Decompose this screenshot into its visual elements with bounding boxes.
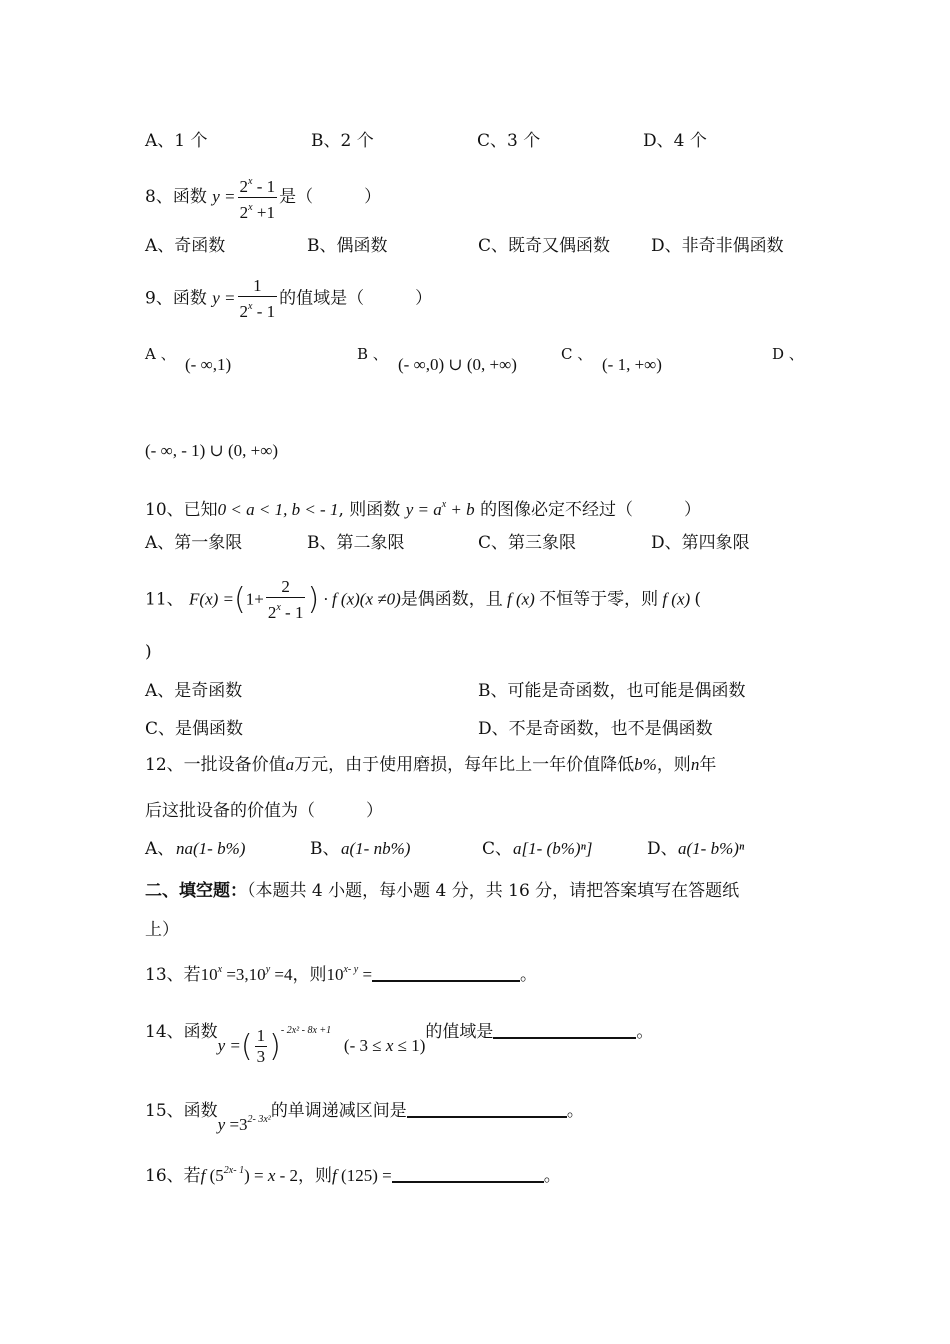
q8-suffix: 是（ ） [279, 187, 382, 207]
q10-option-b: B、第二象限 [307, 533, 405, 553]
q9-label-a: A 、 [145, 345, 176, 363]
q15-stem [145, 1095, 584, 1134]
q13-stem: 13、若$10^x =3,10^y =4$，则$10^{x- y}$ = 。 [145, 964, 538, 985]
q16-answer-blank[interactable] [392, 1165, 544, 1183]
q7-option-d: D、4 个 [643, 131, 707, 151]
q7-option-a: A、1 个 [145, 131, 208, 151]
q9-stem [145, 276, 432, 322]
q10-prefix: 10、已知 [145, 500, 218, 520]
q9-formula: y = [212, 288, 236, 308]
section2-title: 二、填空题： [145, 881, 247, 901]
q14-stem: 14、函数y =( $\frac{1}{3}$ )$^{- 2x^2 - 8x +1}$ (- 3 ≤ x ≤ 1)的值域是 。 [145, 1022, 654, 1066]
q8-prefix: 8、函数 [145, 187, 207, 207]
q9-fraction: $\frac{1}{2^x - 1}$ [239, 276, 276, 321]
q11-option-c: C、是偶函数 [145, 719, 244, 739]
q14-prefix: 14、函数 [145, 1022, 218, 1042]
q8-option-c: C、既奇又偶函数 [478, 236, 611, 256]
q9-label-b: B 、 [357, 345, 388, 363]
q8-fraction: $\frac{2^x - 1}{2^x +1}$ [238, 172, 278, 223]
q11-stem: 11、 F(x) =(1+ $\frac{2}{2^x - 1}$ ) · f (x)(x ≠0)是偶函数，且 f (x) 不恒等于零，则 f (x) ( [145, 577, 702, 622]
q7-option-c: C、3 个 [477, 131, 541, 151]
q13-mid: ，则 [292, 965, 327, 985]
q9-label-c: C 、 [561, 345, 593, 363]
q14-answer-blank[interactable] [493, 1021, 636, 1039]
q12-text3: ，则 [656, 755, 691, 775]
q9-label-d: D 、 [772, 345, 804, 363]
q11-text1: 是偶函数，且 [400, 589, 503, 610]
q10-condition: 0 < a < 1, b < - 1 [217, 500, 339, 519]
q8-option-b: B、偶函数 [307, 236, 388, 256]
q16-mid: ，则 [298, 1166, 333, 1186]
q10-formula: $y = a^x + b$ [405, 499, 475, 519]
q10-option-c: C、第三象限 [478, 533, 577, 553]
q9-answer-c: (- 1, +∞) [602, 355, 662, 374]
q15-mid: 的单调递减区间是 [270, 1101, 407, 1121]
q14-end: 。 [636, 1022, 654, 1042]
q14-mid: 的值域是 [425, 1022, 494, 1042]
q11-option-d: D、不是奇函数，也不是偶函数 [478, 719, 713, 739]
q7-option-b: B、2 个 [311, 131, 374, 151]
q13-end: 。 [520, 965, 538, 985]
q15-formula: $y =3^{2- 3x^2}$ [217, 1114, 271, 1134]
q12-option-a: na(1- b%) [176, 839, 246, 858]
q10-suffix: 的图像必定不经过（ ） [480, 500, 702, 520]
section2-desc: （本题共 4 小题，每小题 4 分，共 16 分，请把答案填写在答题纸 [247, 881, 740, 901]
section2-header [145, 880, 739, 902]
q16-end: 。 [543, 1166, 561, 1186]
q12-label-a: A、 [145, 839, 175, 859]
q12-label-d: D、 [647, 839, 678, 859]
q10-middle: , 则函数 [338, 500, 401, 520]
q11-option-a: A、是奇函数 [145, 681, 243, 701]
q10-stem [145, 494, 701, 521]
q12-label-c: C、 [482, 839, 513, 859]
q12-stem: 12、一批设备价值a万元，由于使用磨损，每年比上一年价值降低b%，则n年 [145, 755, 717, 775]
q12-option-c: a[1- (b%)ⁿ] [513, 839, 593, 858]
q11-fraction: $\frac{2}{2^x - 1}$ [267, 577, 304, 622]
q9-answer-b: (- ∞,0) ∪ (0, +∞) [398, 355, 517, 374]
q12-option-b: a(1- nb%) [341, 839, 411, 858]
q12-text4: 年 [699, 755, 717, 775]
q15-end: 。 [566, 1101, 584, 1121]
q8-option-a: A、奇函数 [145, 236, 226, 256]
q11-text2: 不恒等于零，则 [539, 589, 659, 610]
q10-option-d: D、第四象限 [651, 533, 750, 553]
q12-text2: 万元，由于使用磨损，每年比上一年价值降低 [294, 755, 635, 775]
q9-prefix: 9、函数 [145, 288, 207, 309]
q13-prefix: 13、若 [145, 965, 201, 985]
q11-tail: ( [694, 589, 702, 610]
q11-option-b: B、可能是奇函数，也可能是偶函数 [478, 681, 746, 701]
q11-close: ) [145, 642, 152, 662]
q12-label-b: B、 [310, 839, 340, 859]
q8-formula: y = [212, 187, 236, 206]
q8-option-d: D、非奇非偶函数 [651, 236, 784, 256]
q10-option-a: A、第一象限 [145, 533, 243, 553]
section2-desc2: 上） [145, 920, 179, 940]
q9-answer-a: (- ∞,1) [185, 355, 232, 374]
q13-formula: $10^x =3,10^y =4$ [200, 964, 293, 984]
q16-formula: f $(5^{2x- 1}) = x - 2$ [200, 1165, 299, 1185]
q12-option-d: a(1- b%)ⁿ [678, 839, 745, 858]
q12-text1: 12、一批设备价值 [145, 755, 286, 775]
q11-formula: F(x) = [189, 589, 235, 609]
q8-stem [145, 172, 381, 223]
q13-answer-blank[interactable] [372, 964, 520, 982]
q9-suffix: 的值域是（ ） [279, 288, 433, 309]
q16-prefix: 16、若 [145, 1166, 201, 1186]
q15-prefix: 15、函数 [145, 1101, 218, 1121]
q11-prefix: 11、 [145, 589, 184, 610]
q15-answer-blank[interactable] [407, 1100, 567, 1118]
q12-line2: 后这批设备的价值为（ ） [145, 801, 383, 821]
q14-formula: y = [217, 1036, 241, 1055]
q16-stem: 16、若f $(5^{2x- 1}) = x - 2$，则f (125) = 。 [145, 1165, 561, 1186]
q9-answer-d: (- ∞, - 1) ∪ (0, +∞) [145, 441, 279, 460]
